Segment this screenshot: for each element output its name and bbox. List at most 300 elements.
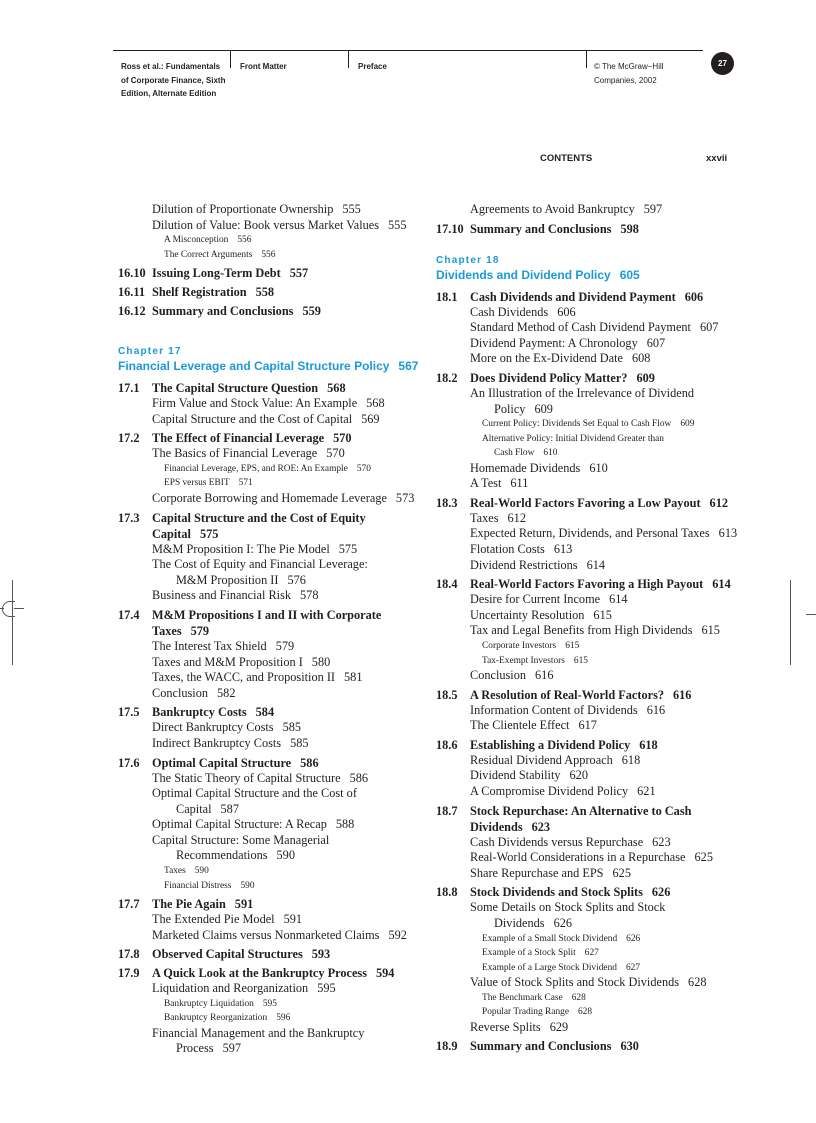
- toc-entry: [436, 351, 736, 367]
- toc-entry: [436, 623, 736, 639]
- entry-text: Example of a Small Stock Dividend: [482, 933, 618, 944]
- page-number: 591: [234, 897, 254, 912]
- entry-text: Conclusion: [152, 685, 209, 700]
- entry-text: The Benchmark Case: [482, 992, 563, 1003]
- page-number: 595: [262, 998, 277, 1009]
- entry-text: Residual Dividend Approach: [470, 752, 613, 767]
- entry-text: Dilution of Proportionate Ownership: [152, 202, 334, 216]
- toc-section: [436, 803, 736, 819]
- page-number: 590: [276, 848, 295, 863]
- running-head-title: CONTENTS: [540, 153, 593, 164]
- page-number: 592: [388, 927, 407, 942]
- toc-entry: [436, 668, 736, 684]
- page-number: 587: [220, 801, 239, 816]
- page-number: 597: [643, 202, 663, 216]
- toc-entry: [118, 446, 418, 462]
- entry-text: The Correct Arguments: [164, 249, 253, 260]
- entry-text: Standard Method of Cash Dividend Payment: [470, 320, 691, 335]
- toc-section: [118, 510, 418, 526]
- toc-section: [118, 896, 418, 912]
- section-number: 17.2: [118, 431, 140, 446]
- toc-subentry: [436, 991, 736, 1006]
- page-number: 607: [646, 335, 666, 350]
- page-number: 579: [275, 638, 295, 653]
- entry-text: The Static Theory of Capital Structure: [152, 770, 341, 785]
- page-number: 571: [238, 478, 253, 489]
- page-number: 605: [619, 267, 640, 282]
- entry-text: Capital: [176, 801, 212, 816]
- entry-text: EPS versus EBIT: [164, 478, 230, 489]
- page-number: 555: [342, 202, 361, 216]
- chapter-title-text: Financial Leverage and Capital Structure Policy: [118, 359, 390, 374]
- page-number: 568: [327, 381, 346, 396]
- entry-text: Dividend Stability: [470, 768, 561, 783]
- page-number: 576: [287, 572, 306, 587]
- toc-entry: [436, 608, 736, 624]
- section-number: 18.9: [436, 1039, 458, 1054]
- page-number: 569: [361, 411, 380, 426]
- page-number: 585: [282, 720, 302, 735]
- toc-section: [118, 526, 418, 542]
- entry-text: Establishing a Dividend Policy: [470, 737, 631, 752]
- crop-mark: [790, 580, 791, 665]
- entry-text: Flotation Costs: [470, 542, 545, 557]
- page-number: 615: [593, 607, 612, 622]
- entry-text: Financial Management and the Bankruptcy: [152, 1025, 365, 1040]
- toc-entry: [436, 558, 736, 574]
- page-number: 595: [317, 981, 336, 996]
- entry-text: Stock Dividends and Stock Splits: [470, 885, 643, 900]
- header-divider: [230, 50, 231, 68]
- toc-subentry: [118, 1011, 418, 1026]
- entry-text: Conclusion: [470, 668, 527, 682]
- toc-entry: [436, 975, 736, 991]
- entry-text: The Cost of Equity and Financial Leverage:: [152, 557, 368, 572]
- chapter-title: [436, 268, 736, 283]
- page-number: 575: [338, 541, 358, 556]
- header-rule: [113, 50, 703, 51]
- page-number: 578: [300, 588, 319, 603]
- toc-entry: [118, 670, 418, 686]
- chapter-label: Chapter 18: [436, 254, 500, 266]
- chapter-label: Chapter 17: [118, 346, 182, 358]
- entry-text: The Interest Tax Shield: [152, 638, 267, 653]
- entry-text: Reverse Splits: [470, 1019, 541, 1034]
- toc-section: [436, 737, 736, 753]
- page-number: 610: [543, 448, 558, 459]
- page-number: 594: [376, 966, 395, 981]
- page-number: 606: [557, 304, 576, 319]
- page-number: 613: [553, 542, 573, 557]
- copyright: [594, 60, 664, 87]
- toc-section: [436, 576, 736, 592]
- section-number: 17.5: [118, 705, 140, 720]
- entry-text: Dividends: [494, 915, 545, 930]
- entry-text: Tax-Exempt Investors: [482, 655, 565, 666]
- toc-entry: [436, 592, 736, 608]
- entry-text: M&M Propositions I and II with Corporate: [152, 607, 382, 622]
- page-number: 610: [589, 460, 608, 475]
- entry-text: Dividends: [470, 819, 523, 834]
- toc-entry: [118, 412, 418, 428]
- header-divider: [348, 50, 349, 68]
- toc-entry: [118, 202, 418, 218]
- toc-subentry: [436, 946, 736, 961]
- page-number: 590: [194, 866, 209, 877]
- page-number: 626: [651, 885, 671, 900]
- toc-entry: [118, 396, 418, 412]
- page-number: 615: [565, 641, 580, 651]
- toc-entry: [436, 336, 736, 352]
- entry-text: Indirect Bankruptcy Costs: [152, 735, 282, 750]
- page-number: 618: [639, 737, 658, 752]
- chapter-title-text: Dividends and Dividend Policy: [436, 267, 611, 282]
- page-number: 585: [290, 735, 309, 750]
- toc-entry: [118, 848, 418, 864]
- toc-section: [118, 430, 418, 446]
- entry-text: Real-World Factors Favoring a Low Payout: [470, 495, 701, 510]
- entry-text: Current Policy: Dividends Set Equal to Cash Flow: [482, 419, 672, 430]
- toc-left-column: [118, 202, 418, 1057]
- toc-entry: [436, 202, 736, 218]
- toc-entry: [118, 542, 418, 558]
- toc-entry: [118, 817, 418, 833]
- entry-text: Taxes: [152, 623, 182, 638]
- entry-text: Issuing Long-Term Debt: [152, 266, 281, 281]
- toc-subentry: [436, 961, 736, 976]
- section-number: 16.10: [118, 266, 146, 281]
- section-number: 17.8: [118, 947, 140, 962]
- page-number: 620: [569, 768, 588, 783]
- toc-section: [118, 303, 418, 319]
- toc-entry: [436, 703, 736, 719]
- page-number: 623: [531, 819, 551, 834]
- toc-subentry: [436, 446, 736, 461]
- page-number: 593: [311, 947, 331, 962]
- toc-entry: [118, 928, 418, 944]
- entry-text: Summary and Conclusions: [152, 304, 294, 319]
- entry-text: M&M Proposition I: The Pie Model: [152, 541, 330, 556]
- page-number: 559: [302, 304, 321, 319]
- toc-subentry: [118, 462, 418, 477]
- page-number: 628: [571, 992, 586, 1003]
- entry-text: The Effect of Financial Leverage: [152, 431, 325, 446]
- page-number: 612: [507, 510, 526, 525]
- page-number: 621: [637, 783, 656, 798]
- page-number: 614: [712, 577, 731, 592]
- section-number: 18.7: [436, 803, 458, 818]
- page-number: 557: [289, 266, 309, 281]
- entry-text: Dilution of Value: Book versus Market Values: [152, 217, 380, 232]
- page-number: 616: [673, 687, 692, 702]
- page-number: 608: [632, 351, 651, 366]
- entry-text: A Test: [470, 476, 502, 491]
- entry-text: Example of a Large Stock Dividend: [482, 962, 617, 973]
- section-number: 16.12: [118, 304, 146, 319]
- toc-entry: [436, 402, 736, 418]
- page-number: 570: [356, 463, 371, 474]
- toc-section: [118, 623, 418, 639]
- section-number: 16.11: [118, 285, 145, 300]
- entry-text: Agreements to Avoid Bankruptcy: [470, 202, 635, 216]
- running-head-page: xxvii: [706, 153, 728, 164]
- page-number: 588: [335, 817, 355, 832]
- entry-text: Does Dividend Policy Matter?: [470, 370, 628, 385]
- entry-text: A Misconception: [164, 235, 229, 246]
- page-number: 567: [398, 359, 419, 374]
- entry-text: Popular Trading Range: [482, 1007, 569, 1018]
- entry-text: An Illustration of the Irrelevance of Dividend: [470, 385, 694, 400]
- crop-mark: [806, 614, 816, 615]
- entry-text: Homemade Dividends: [470, 460, 581, 475]
- entry-text: Real-World Factors Favoring a High Payout: [470, 577, 704, 592]
- page-number: 616: [646, 702, 666, 717]
- page-number: 598: [620, 221, 639, 236]
- toc-entry: [436, 1020, 736, 1036]
- toc-entry: [118, 686, 418, 702]
- toc-subentry: [436, 639, 736, 654]
- chapter-heading: [436, 253, 736, 283]
- page-number: 614: [586, 557, 606, 572]
- toc-entry: [118, 491, 418, 507]
- toc-section: [118, 965, 418, 981]
- chapter-name: Preface: [358, 62, 387, 71]
- entry-text: Business and Financial Risk: [152, 588, 292, 603]
- page-number: 584: [255, 705, 275, 720]
- page-number: 568: [366, 396, 385, 411]
- toc-entry: [436, 835, 736, 851]
- section-number: 18.8: [436, 885, 458, 900]
- toc-entry: [436, 916, 736, 932]
- entry-text: Optimal Capital Structure: A Recap: [152, 817, 327, 832]
- entry-text: Share Repurchase and EPS: [470, 865, 604, 880]
- toc-entry: [118, 786, 418, 802]
- entry-text: Firm Value and Stock Value: An Example: [152, 396, 358, 411]
- toc-section: [118, 607, 418, 623]
- page-number-badge: 27: [711, 52, 734, 75]
- toc-entry: [436, 753, 736, 769]
- page-number: 617: [578, 718, 597, 733]
- section-number: 17.7: [118, 897, 140, 912]
- toc-section: [118, 946, 418, 962]
- page-number: 596: [276, 1013, 291, 1024]
- page-number: 580: [311, 654, 331, 669]
- entry-text: Observed Capital Structures: [152, 947, 303, 962]
- page-number: 626: [626, 933, 641, 944]
- entry-text: Bankruptcy Costs: [152, 705, 247, 720]
- toc-section: [436, 370, 736, 386]
- entry-text: Capital Structure and the Cost of Equity: [152, 510, 366, 525]
- page-number: 609: [680, 419, 695, 430]
- section-number: 17.6: [118, 755, 140, 770]
- page-number: 618: [621, 752, 641, 767]
- entry-text: Recommendations: [176, 848, 268, 863]
- page-header: [0, 0, 816, 110]
- page-number: 628: [577, 1007, 593, 1018]
- section-number: 18.6: [436, 737, 458, 752]
- toc-entry: [436, 461, 736, 477]
- toc-section: [436, 221, 736, 237]
- toc-section: [118, 265, 418, 281]
- page-number: 626: [553, 915, 573, 930]
- page-number: 582: [217, 685, 236, 700]
- toc-subentry: [118, 248, 418, 263]
- page-number: 607: [699, 320, 719, 335]
- entry-text: A Quick Look at the Bankruptcy Process: [152, 966, 367, 981]
- entry-text: Financial Leverage, EPS, and ROE: An Example: [164, 463, 348, 474]
- page-number: 615: [573, 655, 588, 666]
- page-number: 611: [510, 476, 529, 491]
- crop-mark: [14, 608, 24, 609]
- entry-text: Optimal Capital Structure and the Cost of: [152, 786, 357, 801]
- toc-section: [436, 1038, 736, 1054]
- entry-text: Financial Distress: [164, 880, 232, 891]
- entry-text: A Resolution of Real-World Factors?: [470, 687, 664, 702]
- entry-text: Direct Bankruptcy Costs: [152, 720, 274, 735]
- entry-text: Bankruptcy Reorganization: [164, 1013, 268, 1024]
- entry-text: Taxes and M&M Proposition I: [152, 654, 303, 669]
- copyright-line: Companies, 2002: [594, 75, 657, 85]
- entry-text: The Clientele Effect: [470, 718, 570, 733]
- page-number: 625: [694, 850, 713, 865]
- page-number: 555: [388, 217, 407, 232]
- toc-subentry: [118, 476, 418, 491]
- entry-text: Cash Dividends and Dividend Payment: [470, 289, 676, 304]
- toc-section: [118, 755, 418, 771]
- page-number: 616: [535, 668, 554, 682]
- entry-text: Capital Structure: Some Managerial: [152, 832, 330, 847]
- page-number: 606: [684, 289, 704, 304]
- page-number: 570: [326, 446, 345, 461]
- entry-text: Stock Repurchase: An Alternative to Cash: [470, 803, 692, 818]
- entry-text: M&M Proposition II: [176, 572, 279, 587]
- entry-text: Value of Stock Splits and Stock Dividends: [470, 975, 680, 990]
- entry-text: Bankruptcy Liquidation: [164, 998, 254, 1009]
- entry-text: More on the Ex-Dividend Date: [470, 351, 623, 366]
- section-number: 18.4: [436, 577, 458, 592]
- toc-entry: [436, 320, 736, 336]
- toc-entry: [436, 784, 736, 800]
- entry-text: Corporate Borrowing and Homemade Leverage: [152, 490, 387, 505]
- toc-entry: [118, 802, 418, 818]
- toc-subentry: [436, 654, 736, 669]
- entry-text: Dividend Payment: A Chronology: [470, 335, 638, 350]
- toc-subentry: [436, 417, 736, 432]
- section-number: 18.3: [436, 495, 458, 510]
- page-number: 609: [534, 401, 553, 416]
- page-number: 570: [333, 431, 352, 446]
- entry-text: Cash Flow: [494, 448, 535, 459]
- entry-text: Process: [176, 1041, 214, 1056]
- entry-text: A Compromise Dividend Policy: [470, 783, 629, 798]
- entry-text: Real-World Considerations in a Repurchase: [470, 850, 686, 865]
- entry-text: Liquidation and Reorganization: [152, 981, 309, 996]
- book-title-line: Edition, Alternate Edition: [121, 89, 217, 98]
- entry-text: Policy: [494, 401, 526, 416]
- page-number: 586: [349, 770, 369, 785]
- page-number: 591: [283, 912, 303, 927]
- book-title: [121, 60, 225, 101]
- page-number: 612: [709, 495, 728, 510]
- section-number: 17.10: [436, 221, 464, 236]
- page-number: 586: [300, 755, 319, 770]
- entry-text: Capital Structure and the Cost of Capital: [152, 411, 353, 426]
- page-number: 556: [237, 235, 252, 246]
- entry-text: Tax and Legal Benefits from High Dividends: [470, 623, 693, 638]
- toc-section: [118, 704, 418, 720]
- toc-entry: [118, 720, 418, 736]
- entry-text: Desire for Current Income: [470, 592, 601, 607]
- toc-entry: [436, 542, 736, 558]
- entry-text: Taxes: [470, 510, 499, 525]
- toc-entry: [436, 305, 736, 321]
- page-number: 614: [609, 592, 628, 607]
- book-title-line: Ross et al.: Fundamentals: [121, 62, 221, 71]
- toc-section: [118, 380, 418, 396]
- toc-entry: [118, 573, 418, 589]
- page-number: 590: [240, 880, 255, 891]
- toc-entry: [436, 476, 736, 492]
- toc-section: [436, 289, 736, 305]
- toc-right-column: [436, 202, 736, 1054]
- page-number: 629: [549, 1019, 569, 1034]
- page-number: 575: [199, 526, 219, 541]
- entry-text: Shelf Registration: [152, 285, 247, 300]
- entry-text: Dividend Restrictions: [470, 557, 578, 572]
- entry-text: The Basics of Financial Leverage: [152, 446, 318, 461]
- page-number: 630: [620, 1039, 639, 1054]
- registration-mark-icon: [2, 601, 15, 617]
- entry-text: Summary and Conclusions: [470, 221, 612, 236]
- page-number: 579: [190, 623, 210, 638]
- toc-section: [118, 284, 418, 300]
- toc-entry: [118, 981, 418, 997]
- entry-text: Summary and Conclusions: [470, 1039, 612, 1054]
- entry-text: Some Details on Stock Splits and Stock: [470, 900, 666, 915]
- toc-entry: [436, 768, 736, 784]
- toc-subentry: [118, 879, 418, 894]
- crop-mark: [12, 580, 13, 665]
- section-number: 18.1: [436, 289, 458, 304]
- entry-text: Cash Dividends: [470, 304, 549, 319]
- page-number: 627: [625, 962, 641, 973]
- section-number: 17.4: [118, 607, 140, 622]
- toc-subentry: [118, 233, 418, 248]
- book-title-line: of Corporate Finance, Sixth: [121, 75, 226, 85]
- page-number: 573: [395, 490, 415, 505]
- toc-entry: [436, 866, 736, 882]
- toc-entry: [118, 833, 418, 849]
- entry-text: Taxes: [164, 866, 186, 877]
- toc-subentry: [118, 864, 418, 879]
- copyright-line: © The McGraw−Hill: [594, 62, 664, 71]
- entry-text: Optimal Capital Structure: [152, 755, 292, 770]
- entry-text: The Capital Structure Question: [152, 381, 319, 396]
- page-number: 613: [718, 526, 738, 541]
- toc-entry: [118, 218, 418, 234]
- entry-text: Expected Return, Dividends, and Personal Taxes: [470, 526, 710, 541]
- entry-text: Information Content of Dividends: [470, 702, 638, 717]
- toc-section: [436, 884, 736, 900]
- entry-text: Example of a Stock Split: [482, 948, 576, 959]
- toc-entry: [436, 526, 736, 542]
- toc-entry: [436, 386, 736, 402]
- toc-subentry: [436, 432, 736, 447]
- toc-entry: [118, 588, 418, 604]
- toc-section: [436, 819, 736, 835]
- page-number: 558: [255, 285, 275, 300]
- page-number: 628: [688, 975, 707, 990]
